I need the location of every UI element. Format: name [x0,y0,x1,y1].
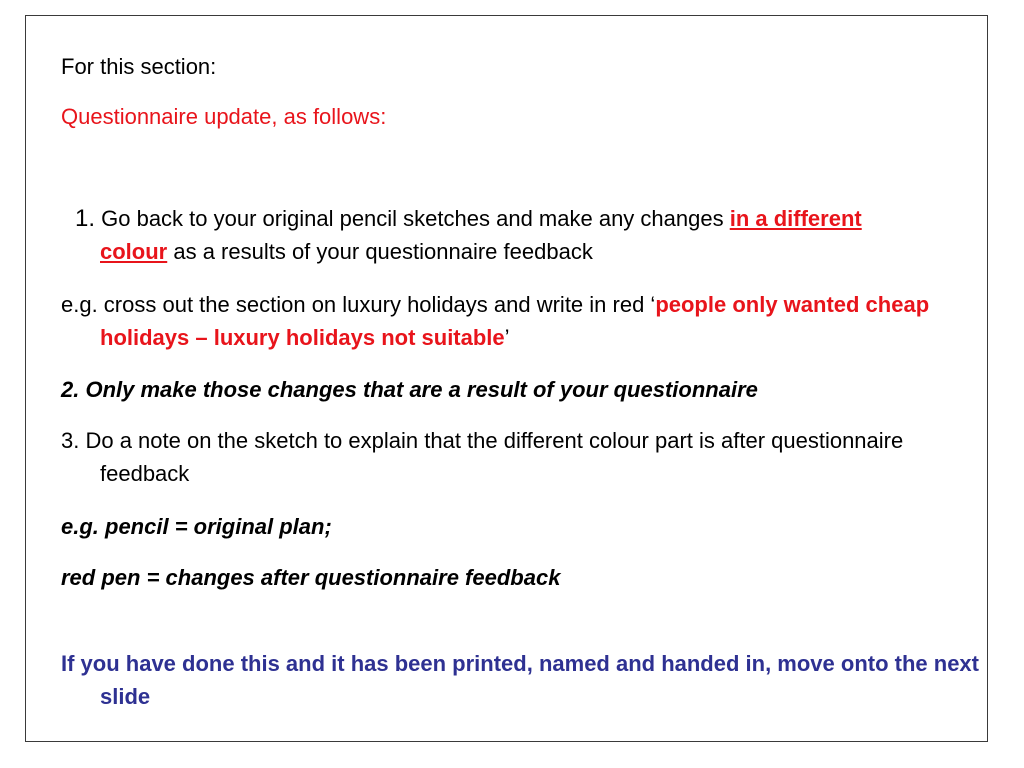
step-3: 3. Do a note on the sketch to explain that the different colour part is after questionnaire feedback [61,428,904,486]
step-1-text-before: Go back to your original pencil sketches and make any changes [95,206,730,231]
step-1-emphasis: in a different colour [100,206,862,264]
step-1 [61,202,920,268]
example-2-line-1: e.g. pencil = original plan; [61,514,332,539]
intro-text: For this section: [61,54,217,79]
subtitle-text: Questionnaire update, as follows: [61,104,387,129]
step-1-number: 1. [75,205,96,232]
step-1-text-after: as a results of your questionnaire feedback [167,239,593,264]
example-2-line-2: red pen = changes after questionnaire feedback [61,565,561,590]
closing-text: If you have done this and it has been printed, named and handed in, move onto the next slide [61,651,979,709]
step-2: 2. Only make those changes that are a result of your questionnaire [61,377,758,402]
example-1-emphasis: people only wanted cheap holidays – luxury holidays not suitable [100,292,930,350]
example-1 [61,288,960,354]
example-1-text-after: ’ [504,325,510,350]
example-1-text-before: e.g. cross out the section on luxury holidays and write in red ‘ [61,292,656,317]
